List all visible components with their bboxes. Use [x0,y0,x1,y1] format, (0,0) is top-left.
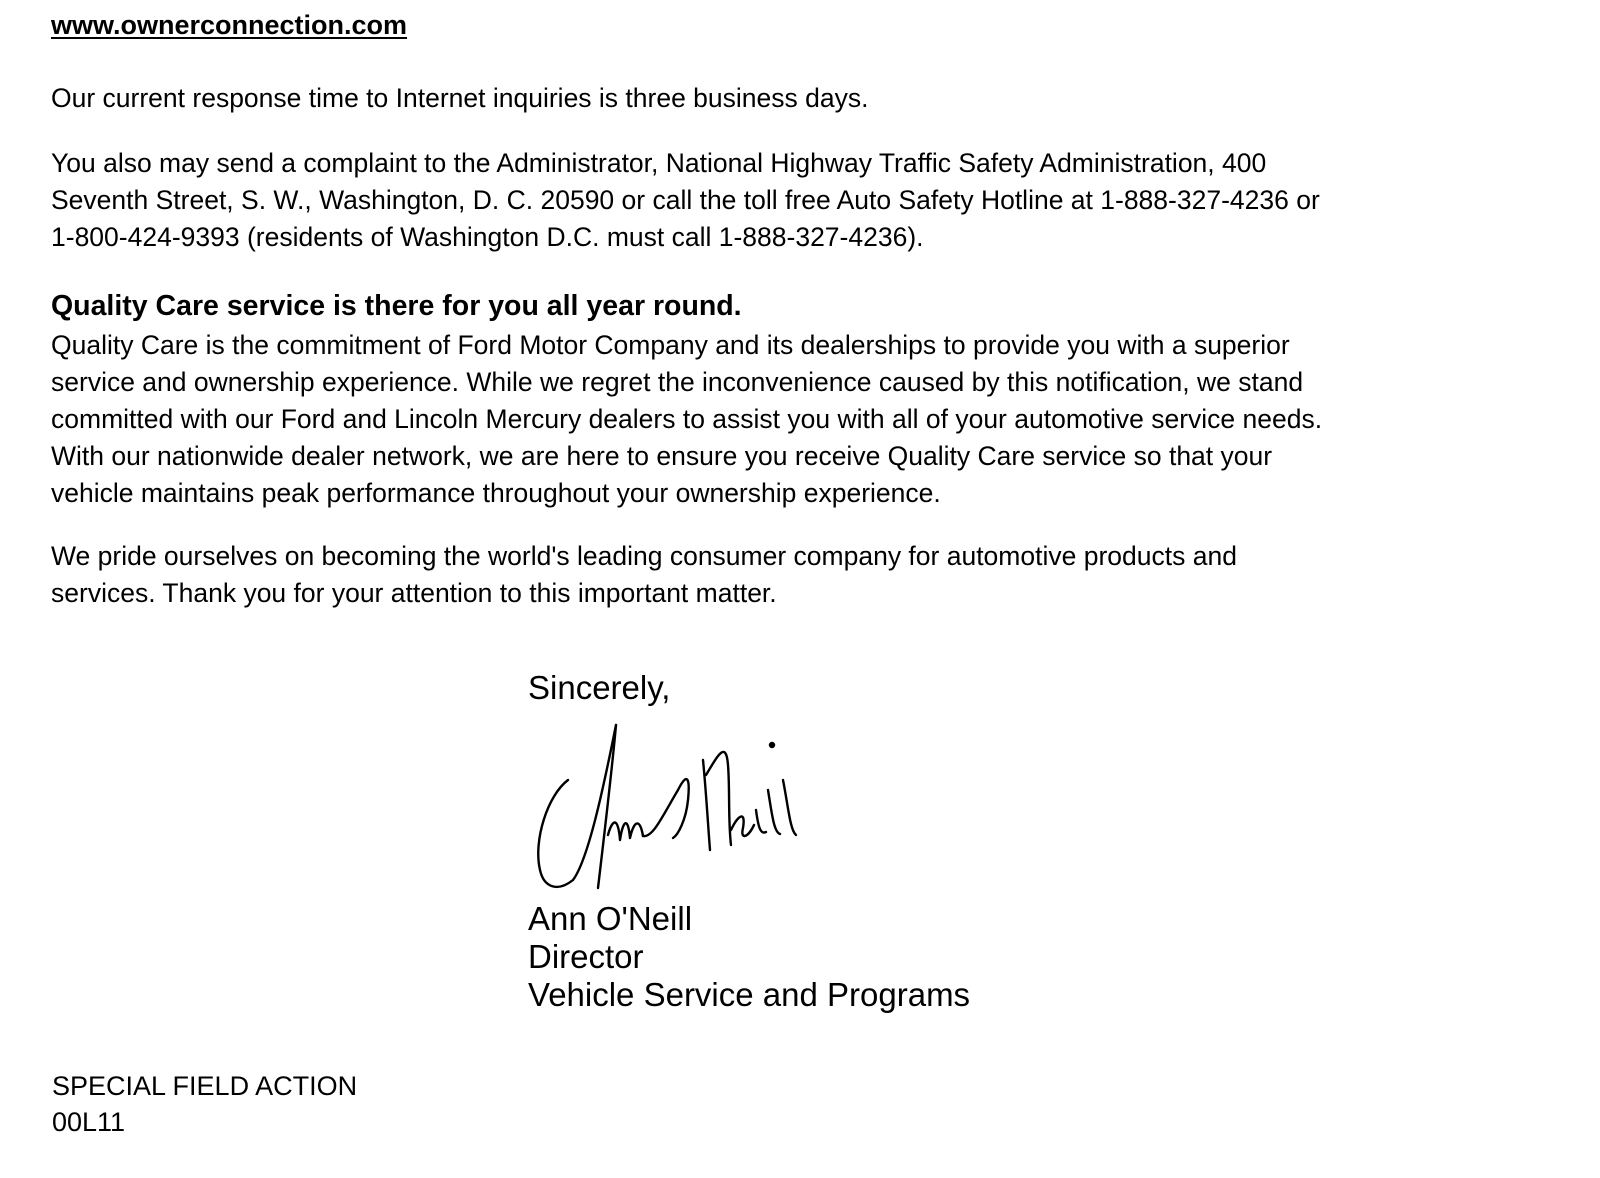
paragraph-line: With our nationwide dealer network, we are here to ensure you receive Quality Care service so that your [51,441,1273,471]
signer-name: Ann O'Neill [528,900,693,937]
salutation: Sincerely, [528,669,671,706]
pride-paragraph [51,538,1551,612]
signature-icon [528,720,828,890]
quality-care-paragraph [51,327,1551,512]
paragraph-line: service and ownership experience. While we regret the inconvenience caused by this notification, we stand [51,367,1304,397]
website-url[interactable]: www.ownerconnection.com [51,10,408,40]
signer-department: Vehicle Service and Programs [528,976,971,1013]
paragraph-line: You also may send a complaint to the Administrator, National Highway Traffic Safety Administration, 400 [51,148,1267,178]
paragraph-line: vehicle maintains peak performance throughout your ownership experience. [51,478,941,508]
signer-block [528,900,970,1014]
response-time-paragraph [51,80,1551,117]
signer-title: Director [528,938,644,975]
paragraph-line: We pride ourselves on becoming the world's leading consumer company for automotive products and [51,541,1237,571]
paragraph-line: Quality Care is the commitment of Ford Motor Company and its dealerships to provide you with a superior [51,330,1290,360]
paragraph-line: Our current response time to Internet inquiries is three business days. [51,83,869,113]
quality-care-heading: Quality Care service is there for you all year round. [51,290,742,322]
complaint-paragraph [51,145,1551,256]
footer-block [52,1068,357,1140]
paragraph-line: services. Thank you for your attention to this important matter. [51,578,777,608]
program-label: SPECIAL FIELD ACTION [52,1071,358,1101]
paragraph-line: committed with our Ford and Lincoln Mercury dealers to assist you with all of your automotive service needs. [51,404,1323,434]
paragraph-line: Seventh Street, S. W., Washington, D. C. 20590 or call the toll free Auto Safety Hotline at 1-888-327-4236 or [51,185,1320,215]
program-code: 00L11 [52,1107,126,1137]
closing-block [528,668,1228,1013]
paragraph-line: 1-800-424-9393 (residents of Washington D.C. must call 1-888-327-4236). [51,222,924,252]
